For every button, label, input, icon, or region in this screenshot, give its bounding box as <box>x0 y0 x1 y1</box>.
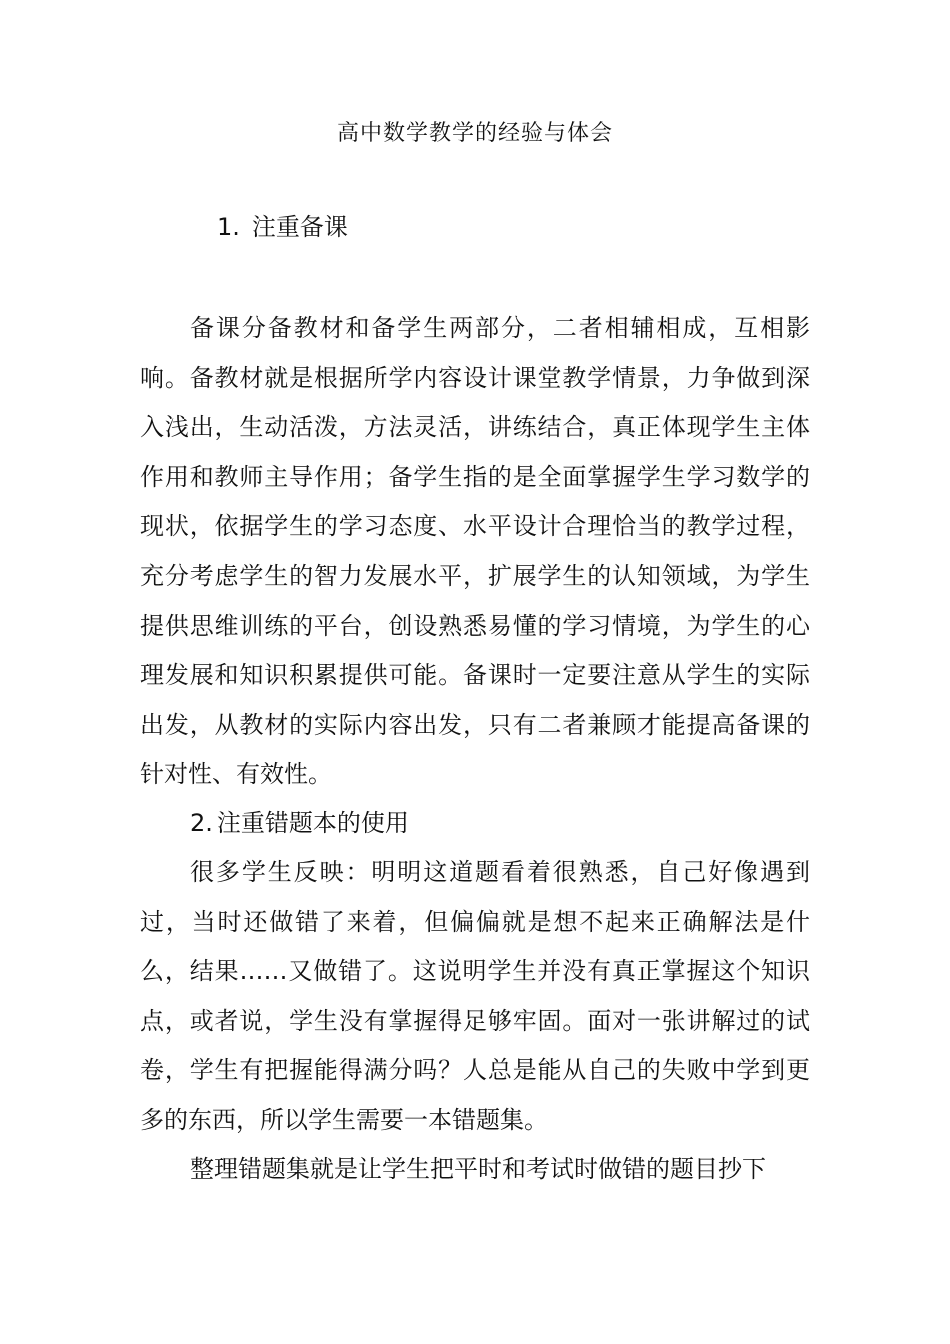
section-heading-2 <box>190 806 409 840</box>
paragraph-mistake-collection: 整理错题集就是让学生把平时和考试时做错的题目抄下 <box>190 1155 766 1183</box>
section-heading-1 <box>217 210 348 244</box>
section-heading-text-2: 注重错题本的使用 <box>216 809 409 837</box>
section-number-1: 1. <box>217 213 240 241</box>
section-heading-text-1: 注重备课 <box>251 213 348 241</box>
section-number-2: 2. <box>190 809 213 837</box>
page-title: 高中数学教学的经验与体会 <box>336 121 613 146</box>
paragraph-preparation: 备课分备教材和备学生两部分，二者相辅相成，互相影响。备教材就是根据所学内容设计课堂教学情景，力争做到深入浅出，生动活泼，方法灵活，讲练结合，真正体现学生主体作用和教师主导作用；备学生指的是全面掌握学生学习数学的现状，依据学生的学习态度、水平设计合理恰当的教学过程，充分考虑学生的智力发展水平，扩展学生的认知领域，为学生提供思维训练的平台，创设熟悉易懂的学习情境，为学生的心理发展和知识积累提供可能。备课时一定要注意从学生的实际出发，从教材的实际内容出发，只有二者兼顾才能提高备课的针对性、有效性。 <box>140 314 810 789</box>
paragraph-mistakes: 很多学生反映：明明这道题看着很熟悉，自己好像遇到过，当时还做错了来着，但偏偏就是想不起来正确解法是什么，结果……又做错了。这说明学生并没有真正掌握这个知识点，或者说，学生没有掌握得足够牢固。面对一张讲解过的试卷，学生有把握能得满分吗？人总是能从自己的失败中学到更多的东西，所以学生需要一本错题集。 <box>140 858 810 1134</box>
